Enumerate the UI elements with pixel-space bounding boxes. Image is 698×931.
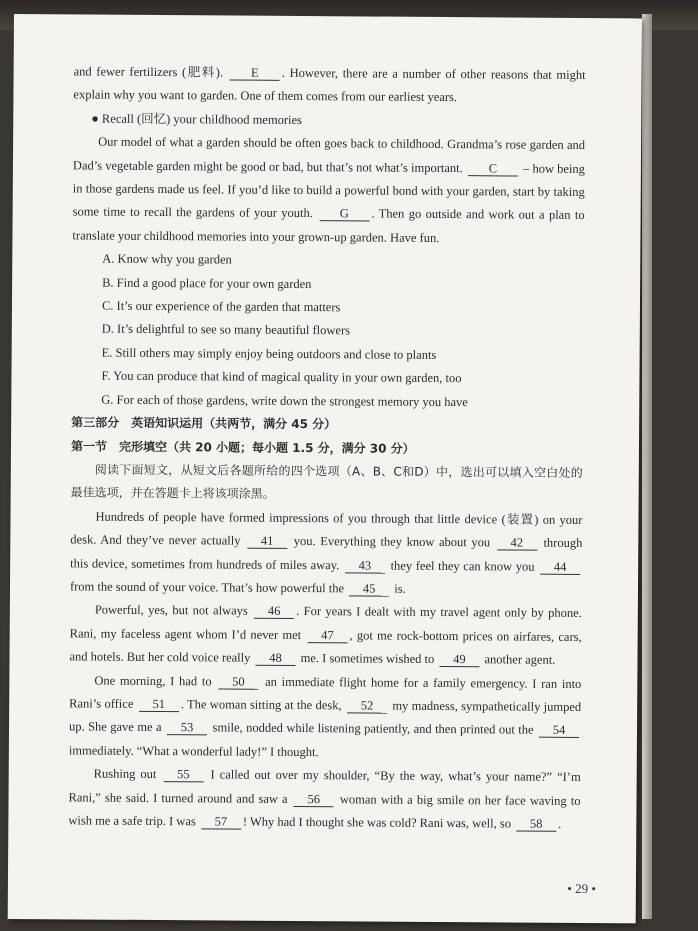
cloze-paragraph-1 bbox=[70, 505, 583, 602]
cloze-blank-52: 52 bbox=[347, 698, 387, 713]
text-run: immediately. “What a wonderful lady!” I thought. bbox=[68, 743, 319, 759]
cloze-blank-55: 55 bbox=[163, 767, 203, 782]
text-run: me. I sometimes wished to bbox=[300, 651, 435, 667]
text-run: . For years I dealt with my travel agent only by phone. Rani, my faceless agent whom I’d never met bbox=[69, 604, 582, 642]
text-run: – how being in those gardens made us feel. If you’d like to build a powerful bond with your garden, start by taking some time to recall the gardens of your youth. bbox=[72, 161, 585, 221]
text-run: and fewer fertilizers (肥料). bbox=[73, 64, 224, 80]
text-run: . The woman sitting at the desk, bbox=[180, 697, 342, 713]
cloze-paragraph-2 bbox=[69, 599, 581, 673]
option-f: F. You can produce that kind of magical quality in your own garden, too bbox=[101, 368, 462, 386]
text-run: is. bbox=[394, 581, 406, 596]
bullet-icon: ● bbox=[91, 111, 99, 126]
cloze-blank-47: 47 bbox=[307, 628, 347, 643]
text-run: you. Everything they know about you bbox=[293, 534, 491, 550]
cloze-blank-54: 54 bbox=[539, 723, 579, 738]
cloze-blank-48: 48 bbox=[255, 651, 295, 666]
text-run: an immediate flight home for a family emergency. I ran into Rani’s office bbox=[69, 674, 582, 711]
text-run: . bbox=[558, 816, 562, 831]
page-edge bbox=[642, 14, 652, 919]
cloze-blank-45: 45 bbox=[349, 581, 389, 596]
bullet-heading bbox=[73, 107, 585, 134]
text-run: One morning, I had to bbox=[94, 673, 212, 688]
cloze-blank-56: 56 bbox=[294, 792, 334, 807]
cloze-blank-50: 50 bbox=[218, 674, 258, 689]
cloze-blank-57: 57 bbox=[201, 814, 241, 829]
page-text bbox=[68, 60, 585, 836]
answer-blank: E bbox=[230, 66, 280, 81]
document-page bbox=[8, 14, 642, 923]
text-run: woman with a big smile on her face waving to wish me a safe trip. I was bbox=[68, 791, 581, 829]
option-b: B. Find a good place for your own garden bbox=[102, 275, 312, 291]
cloze-blank-44: 44 bbox=[540, 559, 580, 574]
cloze-blank-51: 51 bbox=[139, 697, 179, 712]
subsection-heading: 第一节 完形填空（共 20 小题；每小题 1.5 分，满分 30 分） bbox=[70, 438, 415, 456]
text-run: ! Why had I thought she was cold? Rani was, well, so bbox=[242, 814, 512, 831]
option-c: C. It’s our experience of the garden that matters bbox=[101, 298, 341, 315]
text-run: they feel they can know you bbox=[390, 558, 535, 574]
cloze-blank-42: 42 bbox=[497, 536, 537, 551]
instructions: 阅读下面短文，从短文后各题所给的四个选项（A、B、C和D）中，选出可以填入空白处的最佳选项，并在答题卡上将该项涂黑。 bbox=[70, 462, 583, 502]
text-run: Our model of what a garden should be often goes back to childhood. Grandma’s rose garden and Dad’s vegetable garden might be good or bad, but that’s not what’s important. bbox=[72, 134, 586, 175]
option-e: E. Still others may simply enjoy being outdoors and close to plants bbox=[101, 345, 437, 362]
answer-blank: C bbox=[468, 161, 518, 176]
page-number: • 29 • bbox=[567, 880, 596, 897]
text-run: , got me rock-bottom prices on airfares, cars, and hotels. But her cold voice really bbox=[69, 628, 582, 665]
cloze-blank-58: 58 bbox=[516, 817, 556, 832]
text-run: . Then go outside and work out a plan to translate your childhood memories into your grown-up garden. Have fun. bbox=[72, 206, 585, 245]
option-d: D. It’s delightful to see so many beautiful flowers bbox=[101, 322, 351, 338]
cloze-blank-41: 41 bbox=[247, 534, 287, 549]
paragraph-childhood bbox=[72, 131, 585, 252]
section-heading: 第三部分 英语知识运用（共两节，满分 45 分） bbox=[71, 415, 337, 432]
cloze-paragraph-3 bbox=[69, 669, 582, 766]
text-run: smile, nodded while listening patiently, and then printed out the bbox=[212, 720, 534, 738]
text-run: my madness, sympathetically jumped up. She gave me a bbox=[68, 698, 582, 735]
cloze-blank-53: 53 bbox=[167, 720, 207, 735]
text-run: I called out over my shoulder, “By the way, what’s your name?” “I’m Rani,” she said. I turned around and saw a bbox=[68, 767, 581, 806]
text-run: Rushing out bbox=[93, 766, 157, 782]
paragraph-intro bbox=[73, 60, 585, 110]
option-g: G. For each of those gardens, write down the strongest memory you have bbox=[101, 392, 468, 409]
text-run: another agent. bbox=[484, 652, 556, 667]
cloze-blank-43: 43 bbox=[345, 558, 385, 573]
option-a: A. Know why you garden bbox=[102, 251, 232, 267]
text-run: through this device, sometimes from hundreds of miles away. bbox=[70, 535, 583, 572]
cloze-blank-46: 46 bbox=[254, 604, 294, 619]
text-run: . However, there are a number of other reasons that might explain why you want to garden. One of them comes from our earliest years. bbox=[73, 65, 586, 105]
bullet-text: Recall (回忆) your childhood memories bbox=[101, 111, 302, 127]
text-run: from the sound of your voice. That’s how powerful the bbox=[69, 579, 345, 596]
text-run: Hundreds of people have formed impressions of you through that little device (装置) on your desk. And they’ve never actually bbox=[70, 509, 583, 548]
answer-blank: G bbox=[319, 207, 369, 222]
text-run: Powerful, yes, but not always bbox=[94, 602, 248, 618]
cloze-blank-49: 49 bbox=[439, 652, 479, 667]
cloze-paragraph-4 bbox=[68, 763, 580, 837]
